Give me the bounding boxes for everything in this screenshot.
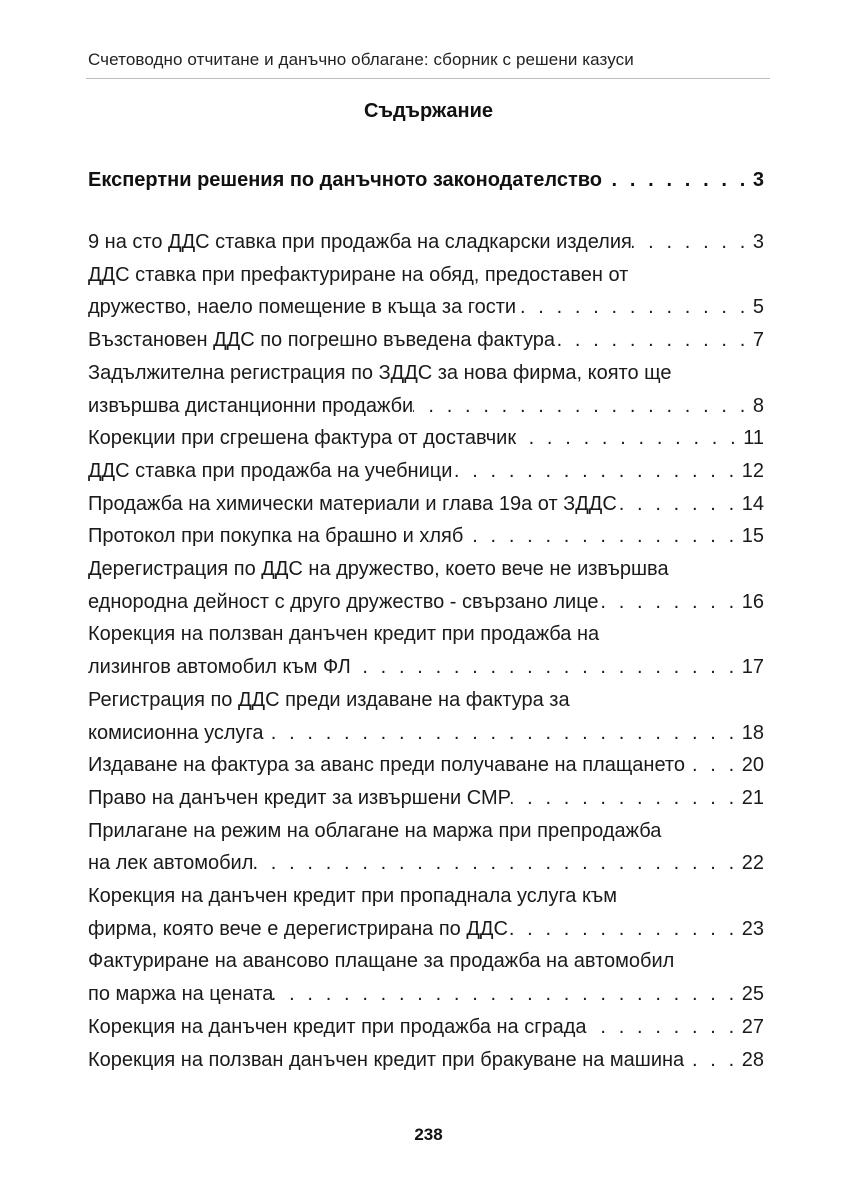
toc-entry-text: фирма, която вече е дерегистрирана по ДДС: [88, 917, 508, 940]
toc-entry-text: Продажба на химически материали и глава 19а от ЗДДС: [88, 492, 617, 515]
toc-entry-page: 15: [741, 525, 764, 548]
toc-entry[interactable]: [88, 520, 764, 553]
toc-entry-text: Издаване на фактура за аванс преди получаване на плащането: [88, 754, 685, 777]
toc-entry[interactable]: [88, 422, 764, 455]
toc-entry-text: лизингов автомобил към ФЛ: [88, 656, 351, 679]
dot-leader: [516, 291, 749, 324]
dot-leader: [511, 782, 738, 815]
toc-entry-page: 27: [741, 1015, 764, 1038]
toc-entry[interactable]: [88, 259, 764, 324]
toc-entry-text: извършва дистанционни продажби: [88, 394, 414, 417]
toc-section-title: Експертни решения по данъчното законодателство: [88, 169, 603, 191]
toc-entry[interactable]: [88, 553, 764, 618]
toc-entry-page: 11: [743, 427, 764, 450]
toc-entry-text: Право на данъчен кредит за извършени СМР: [88, 786, 511, 809]
dot-leader: [452, 455, 737, 488]
dot-leader: [264, 717, 738, 750]
toc-entry[interactable]: [88, 226, 764, 259]
dot-leader: [602, 165, 749, 195]
toc-section-heading[interactable]: [88, 165, 764, 195]
dot-leader: [351, 651, 738, 684]
toc-entry-text: Възстановен ДДС по погрешно въведена фактура: [88, 329, 556, 352]
toc-entry-page: 3: [752, 231, 764, 253]
toc-entry[interactable]: [88, 782, 764, 815]
toc-title: Съдържание: [363, 100, 494, 122]
toc-entry-text: Корекция на ползван данъчен кредит при продажба на: [88, 623, 600, 646]
toc-entry-page: 22: [741, 852, 764, 875]
toc-entry-page: 23: [741, 917, 764, 940]
toc-entry[interactable]: [88, 455, 764, 488]
toc-entry-text: Корекция на данъчен кредит при продажба на сграда: [88, 1015, 587, 1038]
toc-entry-page: 16: [741, 590, 764, 613]
toc-entry-text: 9 на сто ДДС ставка при продажба на сладкарски изделия: [88, 231, 632, 253]
toc-entry-text: Дерегистрация по ДДС на дружество, което вече не извършва: [88, 558, 669, 580]
toc-entry-page: 18: [741, 721, 764, 744]
dot-leader: [463, 520, 737, 553]
toc-entry-page: 5: [752, 296, 764, 319]
dot-leader: [587, 1011, 738, 1044]
toc-entry-text: Корекции при сгрешена фактура от доставчик: [88, 427, 517, 450]
toc-entry-text: Регистрация по ДДС преди издаване на фактура за: [88, 688, 570, 711]
dot-leader: [617, 488, 738, 521]
dot-leader: [599, 586, 738, 619]
toc-entry[interactable]: [88, 945, 764, 1010]
toc-entry-page: 21: [741, 786, 764, 809]
toc-entry-text: дружество, наело помещение в къща за гости: [88, 296, 517, 319]
toc-entry[interactable]: [88, 324, 764, 357]
dot-leader: [413, 390, 749, 423]
toc-entry-text: Задължителна регистрация по ЗДДС за нова фирма, която ще: [88, 361, 672, 384]
toc-entry-text: ДДС ставка при продажба на учебници: [88, 459, 453, 482]
dot-leader: [508, 913, 738, 946]
dot-leader: [632, 226, 749, 259]
dot-leader: [273, 978, 737, 1011]
dot-leader: [555, 324, 749, 357]
toc-entry-text: Корекция на ползван данъчен кредит при бракуване на машина: [88, 1048, 685, 1071]
dot-leader: [685, 749, 738, 782]
toc-entry[interactable]: [88, 880, 764, 945]
toc-entry[interactable]: [88, 357, 764, 422]
toc-entry-page: 28: [741, 1048, 764, 1071]
toc-entry-text: по маржа на цената: [88, 983, 274, 1006]
toc-entry-page: 17: [741, 656, 764, 679]
toc-entry-text: на лек автомобил: [88, 852, 254, 875]
toc-section-page: 3: [752, 169, 764, 191]
toc-entry-page: 25: [741, 983, 764, 1006]
toc-entry-text: Корекция на данъчен кредит при пропаднала услуга към: [88, 885, 617, 907]
toc-entry-text: еднородна дейност с друго дружество - свързано лице: [88, 590, 599, 613]
dot-leader: [516, 422, 739, 455]
toc-entry[interactable]: [88, 488, 764, 521]
toc-entry[interactable]: [88, 1044, 764, 1077]
toc-entry-text: ДДС ставка при префактуриране на обяд, предоставен от: [88, 263, 629, 286]
toc-entry-text: комисионна услуга: [88, 721, 264, 744]
toc-entry-text: Прилагане на режим на облагане на маржа при препродажба: [88, 819, 662, 842]
toc-entry-page: 7: [752, 329, 764, 352]
dot-leader: [684, 1044, 738, 1077]
toc-entry[interactable]: [88, 1011, 764, 1044]
toc-entry[interactable]: [88, 684, 764, 749]
toc-entry-page: 12: [741, 459, 764, 482]
toc-entry-page: 20: [741, 754, 764, 777]
toc-entry[interactable]: [88, 618, 764, 683]
page-number: 238: [414, 1125, 443, 1144]
running-header: Счетоводно отчитане и данъчно облагане: сборник с решени казуси: [88, 50, 634, 69]
toc-entry-text: Фактуриране на авансово плащане за продажба на автомобил: [88, 950, 675, 973]
toc-entry[interactable]: [88, 749, 764, 782]
header-divider: [86, 78, 770, 79]
dot-leader: [253, 847, 737, 880]
toc-entry[interactable]: [88, 815, 764, 880]
toc-entry-page: 8: [752, 394, 764, 417]
toc-entry-text: Протокол при покупка на брашно и хляб: [88, 525, 464, 548]
toc-entry-page: 14: [741, 492, 764, 515]
